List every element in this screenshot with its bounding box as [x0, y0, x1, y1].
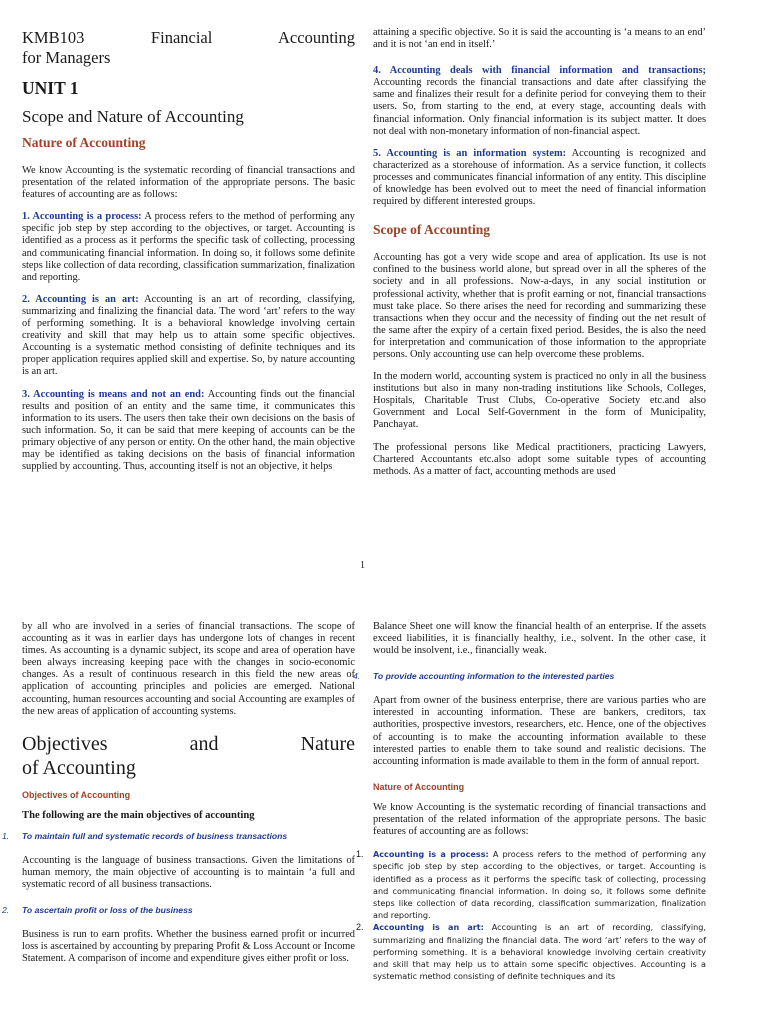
objectives-subheading: Objectives of Accounting [22, 789, 131, 800]
feature-text: Accounting finds out the financial results and position of an entity and the same time, it communicates this information to its users. The users then take their own decisions on the basis of such information. So, it can be said that mere keeping of accounts can be the primary objective of any person or entity. On the other hand, the main objective may be identified as taking decisions on the basis of financial information supplied by accounting. Thus, accounting itself is not an objective, it helps [22, 388, 355, 473]
feature-item-5 [373, 148, 706, 208]
objective-text-2: Business is run to earn profits. Whether the business earned profit or incurred loss is ascertained by accounting by preparing Profit & Loss Account or Income Statement. A comparison of income and expenditure gives either profit or loss. [22, 929, 355, 965]
feature-item-1 [22, 211, 355, 284]
feature-label: 5. Accounting is an information system: [373, 147, 567, 159]
feature-item-2 [22, 294, 355, 379]
feature-item-3 [22, 389, 355, 474]
nature-intro-2: We know Accounting is the systematic recording of financial transactions and presentation of the related information of the appropriate persons. The basic features of accounting are as follows: [373, 801, 706, 838]
page2-right-column [353, 621, 706, 1024]
objective-title: To provide accounting information to the interested parties [373, 671, 615, 682]
main-objectives-line: The following are the main objectives of accounting [22, 809, 255, 821]
nature-intro: We know Accounting is the systematic recording of financial transactions and presentation of the related information of the appropriate persons. The basic features of accounting are as follows: [22, 165, 355, 201]
feature-label: 2. Accounting is an art: [22, 293, 139, 305]
list-number: 4. [353, 671, 361, 682]
page-number: 1 [360, 560, 365, 571]
list-number: 1. [356, 849, 364, 860]
feature-label: 3. Accounting is means and not an end: [22, 388, 205, 400]
nature-item-label: Accounting is an art: [373, 922, 484, 933]
nature-item-label: Accounting is a process: [373, 849, 489, 860]
list-number: 1. [2, 830, 10, 841]
list-number: 2. [2, 905, 10, 916]
scope-heading: Scope of Accounting [373, 222, 491, 238]
nature-item-text: A process refers to the method of performing any specific job step by step according to the objectives, or target. Accounting is identified as a process as it performs the specific task of collecting, processing and communicating financial information. In doing so, it follows some definite steps like collection of data recording, classification summarization, finalization and reporting. [373, 849, 706, 921]
document-page-2 [0, 608, 768, 1024]
objective-text-1: Accounting is the language of business transactions. Given the limitations of human memory, the main objective of accounting is to maintain ‘a full and systematic record of all business transactions. [22, 854, 355, 890]
page1-left-column [22, 28, 355, 553]
objective-title: To ascertain profit or loss of the business [22, 905, 193, 916]
list-number: 2. [356, 922, 364, 933]
feature-item-4 [373, 65, 706, 138]
feature-label: 1. Accounting is a process: [22, 211, 142, 223]
nature-item-text: Accounting is an art of recording, classifying, summarizing and finalizing the financial data. The word ‘art’ refers to the way of performing something. It is a behavioral knowledge involving certain creativity and skill that may help us to attain some specific objectives. Accounting is a systematic method consisting of definite techniques and its [373, 922, 706, 982]
feature-text: Accounting is recognized and characterized as a storehouse of information. As a service function, it collects processes and communicates financial information of any entity. This discipline of knowledge has been evolved out to meet the need of financial information required by different interested groups. [373, 147, 706, 208]
chapter-title: Scope and Nature of Accounting [22, 107, 244, 126]
feature-label: 4. Accounting deals with financial information and transactions; [373, 65, 706, 77]
course-title-line1: KMB103 Financial Accounting [22, 28, 355, 47]
objectives-heading-line1: Objectives and Nature [22, 732, 355, 755]
scope-paragraph-1: Accounting has got a very wide scope and area of application. Its use is not confined to the business world alone, but spread over in all the spheres of the society and in all professions. Now-a-days, in any social institution or professional activity, whether that is profit earning or not, financial transactions must take place. So there arises the need for recording and summarizing these transactions when they occur and the necessity of finding out the net result of the same after the expiry of a certain fixed period. Besides, the is also the need for interpretation and communication of those information to the appropriate persons. Only accounting use can help overcome these problems. [373, 252, 706, 360]
feature-text: Accounting is an art of recording, classifying, summarizing and finalizing the financial data. The word ‘art’ refers to the way of performing something. It is a behavioral knowledge involving certain creativity and skill that may help us to attain some specific objectives. Accounting is a systematic method consisting of definite techniques and its proper application requires applied skill and expertise. So, by nature accounting is an art. [22, 293, 356, 378]
objective-title: To maintain full and systematic records of business transactions [22, 830, 288, 841]
feature-text: Accounting records the financial transactions and date after classifying the same and finalizes their result for a definite period for conveying them to their users. So, from starting to the end, at every stage, accounting deals with financial information. Only financial information is its subject matter. It does not deal with non-monetary information of non-financial aspect. [373, 77, 706, 137]
course-title-line2: for Managers [22, 48, 111, 67]
objectives-heading-line2: of Accounting [22, 756, 136, 779]
scope-continued-paragraph: by all who are involved in a series of financial transactions. The scope of accounting as it was in earlier days has undergone lots of changes in recent times. As accounting is a dynamic subject, its scope and area of operation have been always increasing keeping pace with the changes in socio-economic changes. As a result of continuous research in this field the new areas of application of accounting principles and policies are emerged. National accounting, human resources accounting and social Accounting are examples of the new areas of application of accounting systems. [22, 621, 355, 717]
unit-heading: UNIT 1 [22, 78, 79, 98]
nature-item-1 [356, 848, 706, 921]
scope-paragraph-3: The professional persons like Medical practitioners, practicing Lawyers, Chartered Accountants etc.also adopt some suitable types of accounting methods. As a matter of fact, accounting methods are used [373, 441, 706, 477]
scope-paragraph-2: In the modern world, accounting system is practiced no only in all the business institutions but also in many non-trading institutions like Schools, Colleges, Hospitals, Charitable Trust Clubs, Co-operative Society etc.and also Government and Local Self-Government in the form of Municipality, Panchayat. [373, 371, 706, 431]
objective-item-2 [2, 905, 355, 916]
objective-item-4 [353, 671, 706, 682]
objective-item-1 [2, 830, 355, 841]
nature-subheading: Nature of Accounting [373, 781, 465, 792]
feature-text: A process refers to the method of performing any specific job step by step according to the objectives, or target. Accounting is identified as a process as it performs the specific task of collecting, processing and communicating financial information. In doing so, it follows some definite steps like collection of data recording, classification summarization, finalization and reporting. [22, 211, 355, 283]
balance-sheet-paragraph: Balance Sheet one will know the financial health of an enterprise. If the assets exceed liabilities, it is financially healthy, i.e., solvent. In the other case, it would be insolvent, i.e., financially weak. [373, 621, 706, 657]
page-gap [0, 590, 768, 608]
page2-left-column [2, 621, 355, 1024]
page1-right-column [373, 27, 706, 552]
objective-text-4: Apart from owner of the business enterprise, there are various parties who are interested in accounting information. These are bankers, creditors, tax authorities, prospective investors, researchers, etc. Hence, one of the objectives of accounting is to make the accounting information available to these interested parties to enable them to take sound and realistic decisions. The accounting information is made available to them in the form of annual report. [373, 695, 706, 767]
nature-heading: Nature of Accounting [22, 135, 146, 150]
continued-paragraph: attaining a specific objective. So it is said the accounting is ‘a means to an end’ and it is not ‘an end in itself.’ [373, 27, 706, 51]
nature-item-2 [356, 921, 706, 982]
